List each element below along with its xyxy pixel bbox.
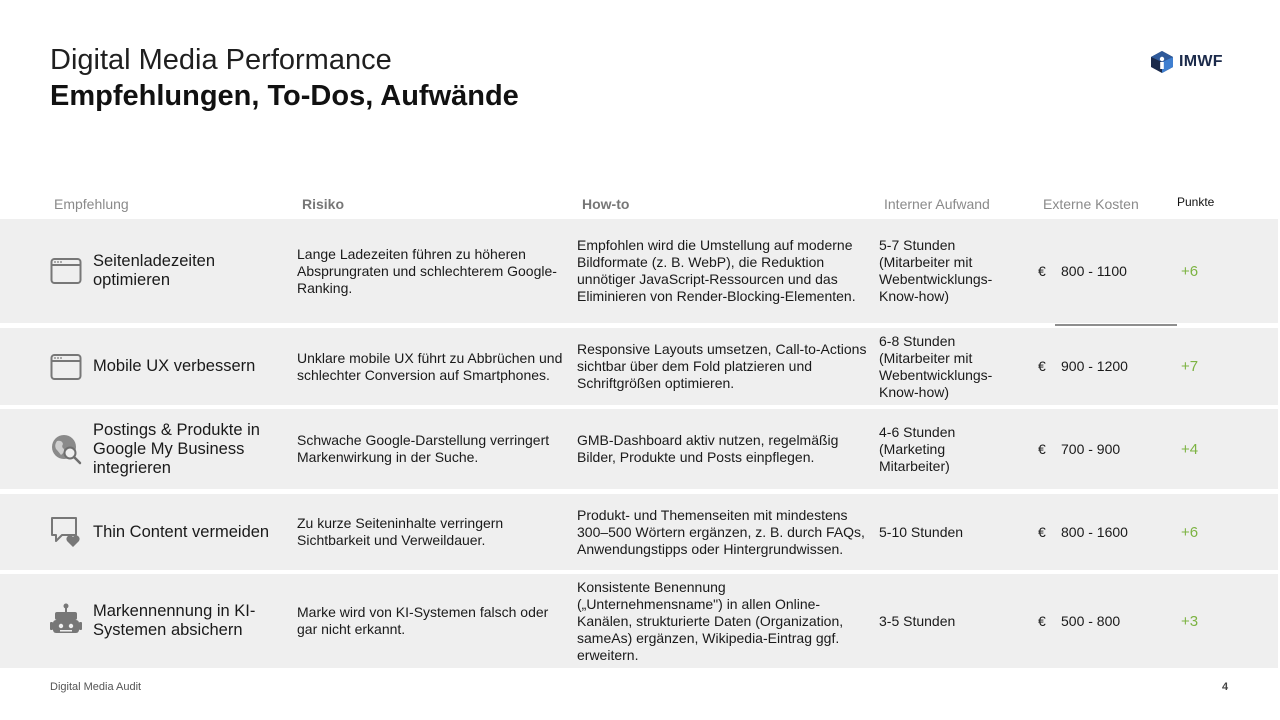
col-header-risiko: Risiko	[302, 196, 345, 212]
col-header-punkte: Punkte	[1177, 195, 1215, 209]
divider-line	[1055, 324, 1177, 326]
currency-symbol: €	[1038, 440, 1046, 457]
row-points: +3	[1181, 612, 1199, 630]
page-number: 4	[1222, 681, 1229, 693]
page-title-bold: Empfehlungen, To-Dos, Aufwände	[50, 80, 519, 112]
row-name: Markennennung in KI-Systemen absichern	[93, 602, 256, 639]
table-row	[0, 219, 1278, 323]
col-header-aufwand: Interner Aufwand	[884, 196, 990, 212]
table-row	[0, 328, 1278, 405]
imwf-logo-mark-icon	[1149, 50, 1175, 74]
row-risk: Unklare mobile UX führt zu Abbrüchen und schlechter Conversion auf Smartphones.	[297, 349, 563, 383]
imwf-logo	[1149, 50, 1223, 74]
robot-icon	[48, 574, 84, 668]
browser-window-icon	[48, 219, 84, 323]
row-points: +6	[1181, 523, 1199, 541]
chat-heart-icon	[48, 494, 84, 570]
row-points: +4	[1181, 440, 1199, 458]
row-risk: Zu kurze Seiteninhalte verringern Sichtbarkeit und Verweildauer.	[297, 515, 504, 548]
row-name: Thin Content vermeiden	[93, 522, 270, 541]
browser-window-icon	[48, 328, 84, 405]
page-title-light: Digital Media Performance	[50, 44, 392, 76]
row-cost: 800 - 1600	[1061, 523, 1128, 540]
row-effort: 6-8 Stunden (Mitarbeiter mit Webentwicklungs-Know-how)	[879, 332, 993, 400]
row-points: +6	[1181, 262, 1199, 280]
footer-label: Digital Media Audit	[50, 681, 142, 693]
row-howto: Konsistente Benennung („Unternehmensname") in allen Online-Kanälen, strukturierte Daten (Organization, sameAs) ergänzen, Wikipedia-Eintrag ggf. erweitern.	[577, 578, 844, 663]
row-name: Postings & Produkte in Google My Business integrieren	[93, 420, 260, 477]
row-name: Seitenladezeiten optimieren	[93, 252, 216, 289]
table-row	[0, 574, 1278, 668]
row-risk: Lange Ladezeiten führen zu höheren Absprungraten und schlechterem Google-Ranking.	[297, 245, 557, 296]
row-effort: 3-5 Stunden	[879, 612, 956, 629]
row-name: Mobile UX verbessern	[93, 357, 256, 375]
row-effort: 4-6 Stunden (Marketing Mitarbeiter)	[879, 423, 956, 474]
currency-symbol: €	[1038, 262, 1046, 279]
row-cost: 500 - 800	[1061, 612, 1121, 629]
row-points: +7	[1181, 358, 1199, 375]
row-cost: 900 - 1200	[1061, 358, 1128, 374]
col-header-kosten: Externe Kosten	[1043, 196, 1139, 212]
row-effort: 5-7 Stunden (Mitarbeiter mit Webentwicklungs-Know-how)	[879, 237, 993, 304]
row-cost: 800 - 1100	[1061, 262, 1127, 279]
currency-symbol: €	[1038, 612, 1046, 629]
row-howto: Responsive Layouts umsetzen, Call-to-Actions sichtbar über dem Fold platzieren und Schriftgrößen optimieren.	[577, 341, 867, 391]
col-header-howto: How-to	[582, 196, 630, 212]
row-risk: Schwache Google-Darstellung verringert Markenwirkung in der Suche.	[297, 432, 550, 465]
row-effort: 5-10 Stunden	[879, 523, 964, 540]
row-howto: Produkt- und Themenseiten mit mindestens 300–500 Wörtern ergänzen, z. B. durch FAQs, Anwendungstipps oder Hintergrundwissen.	[577, 506, 865, 557]
col-header-empfehlung: Empfehlung	[54, 196, 129, 212]
table-row	[0, 409, 1278, 489]
row-howto: GMB-Dashboard aktiv nutzen, regelmäßig Bilder, Produkte und Posts einpflegen.	[577, 432, 839, 465]
row-howto: Empfohlen wird die Umstellung auf moderne Bildformate (z. B. WebP), die Reduktion unnötiger JavaScript-Ressourcen und das Eliminieren von Render-Blocking-Elementen.	[577, 237, 856, 304]
table-row	[0, 494, 1278, 570]
currency-symbol: €	[1038, 358, 1046, 374]
row-cost: 700 - 900	[1061, 440, 1121, 457]
row-risk: Marke wird von KI-Systemen falsch oder gar nicht erkannt.	[297, 604, 549, 637]
globe-search-icon	[48, 409, 84, 489]
currency-symbol: €	[1038, 523, 1046, 540]
logo-text: IMWF	[1179, 53, 1223, 70]
